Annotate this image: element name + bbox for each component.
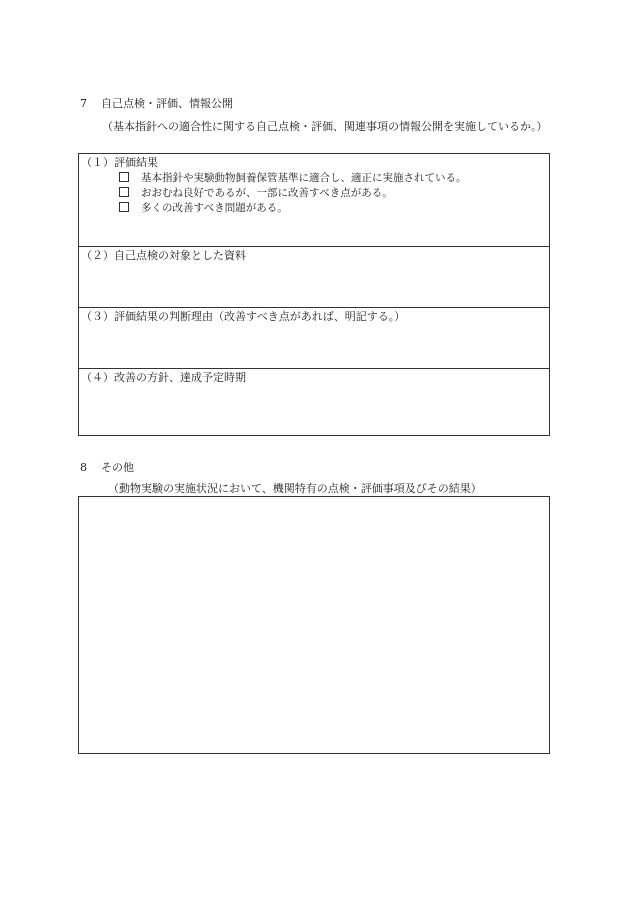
row-evaluation-result [79, 154, 549, 246]
option-label: 多くの改善すべき問題がある。 [141, 202, 288, 214]
section-7-heading [80, 97, 233, 111]
section-8-description: （動物実験の実施状況において、機関特有の点検・評価事項及びその結果） [108, 482, 482, 495]
section-8-number: 8 [80, 461, 87, 474]
row-label: （４）改善の方針、達成予定時期 [81, 371, 246, 384]
row-label: （２）自己点検の対象とした資料 [81, 249, 246, 262]
section-8-heading [80, 461, 134, 475]
option-label: 基本指針や実験動物飼養保管基準に適合し、適正に実施されている。 [141, 172, 467, 184]
section-7-table [78, 153, 550, 436]
checkbox-icon[interactable] [119, 202, 129, 212]
row-label: （３）評価結果の判断理由（改善すべき点があれば、明記する。） [81, 310, 406, 323]
section-7-number: 7 [80, 97, 87, 110]
option-compliant[interactable] [119, 171, 467, 186]
row-judgment-reason[interactable] [79, 307, 549, 368]
checkbox-icon[interactable] [119, 172, 129, 182]
section-8-text-box[interactable] [78, 496, 550, 754]
section-8-title: その他 [101, 461, 134, 474]
option-many-problems[interactable] [119, 201, 467, 216]
evaluation-options [119, 171, 467, 216]
section-7-description: （基本指針への適合性に関する自己点検・評価、関連事項の情報公開を実施しているか。） [102, 120, 548, 133]
section-7-title: 自己点検・評価、情報公開 [101, 97, 233, 110]
checkbox-icon[interactable] [119, 187, 129, 197]
row-reviewed-materials[interactable] [79, 246, 549, 307]
option-mostly-good[interactable] [119, 186, 467, 201]
option-label: おおむね良好であるが、一部に改善すべき点がある。 [141, 187, 393, 199]
row-improvement-plan[interactable] [79, 368, 549, 435]
row-label: （１）評価結果 [81, 156, 158, 169]
